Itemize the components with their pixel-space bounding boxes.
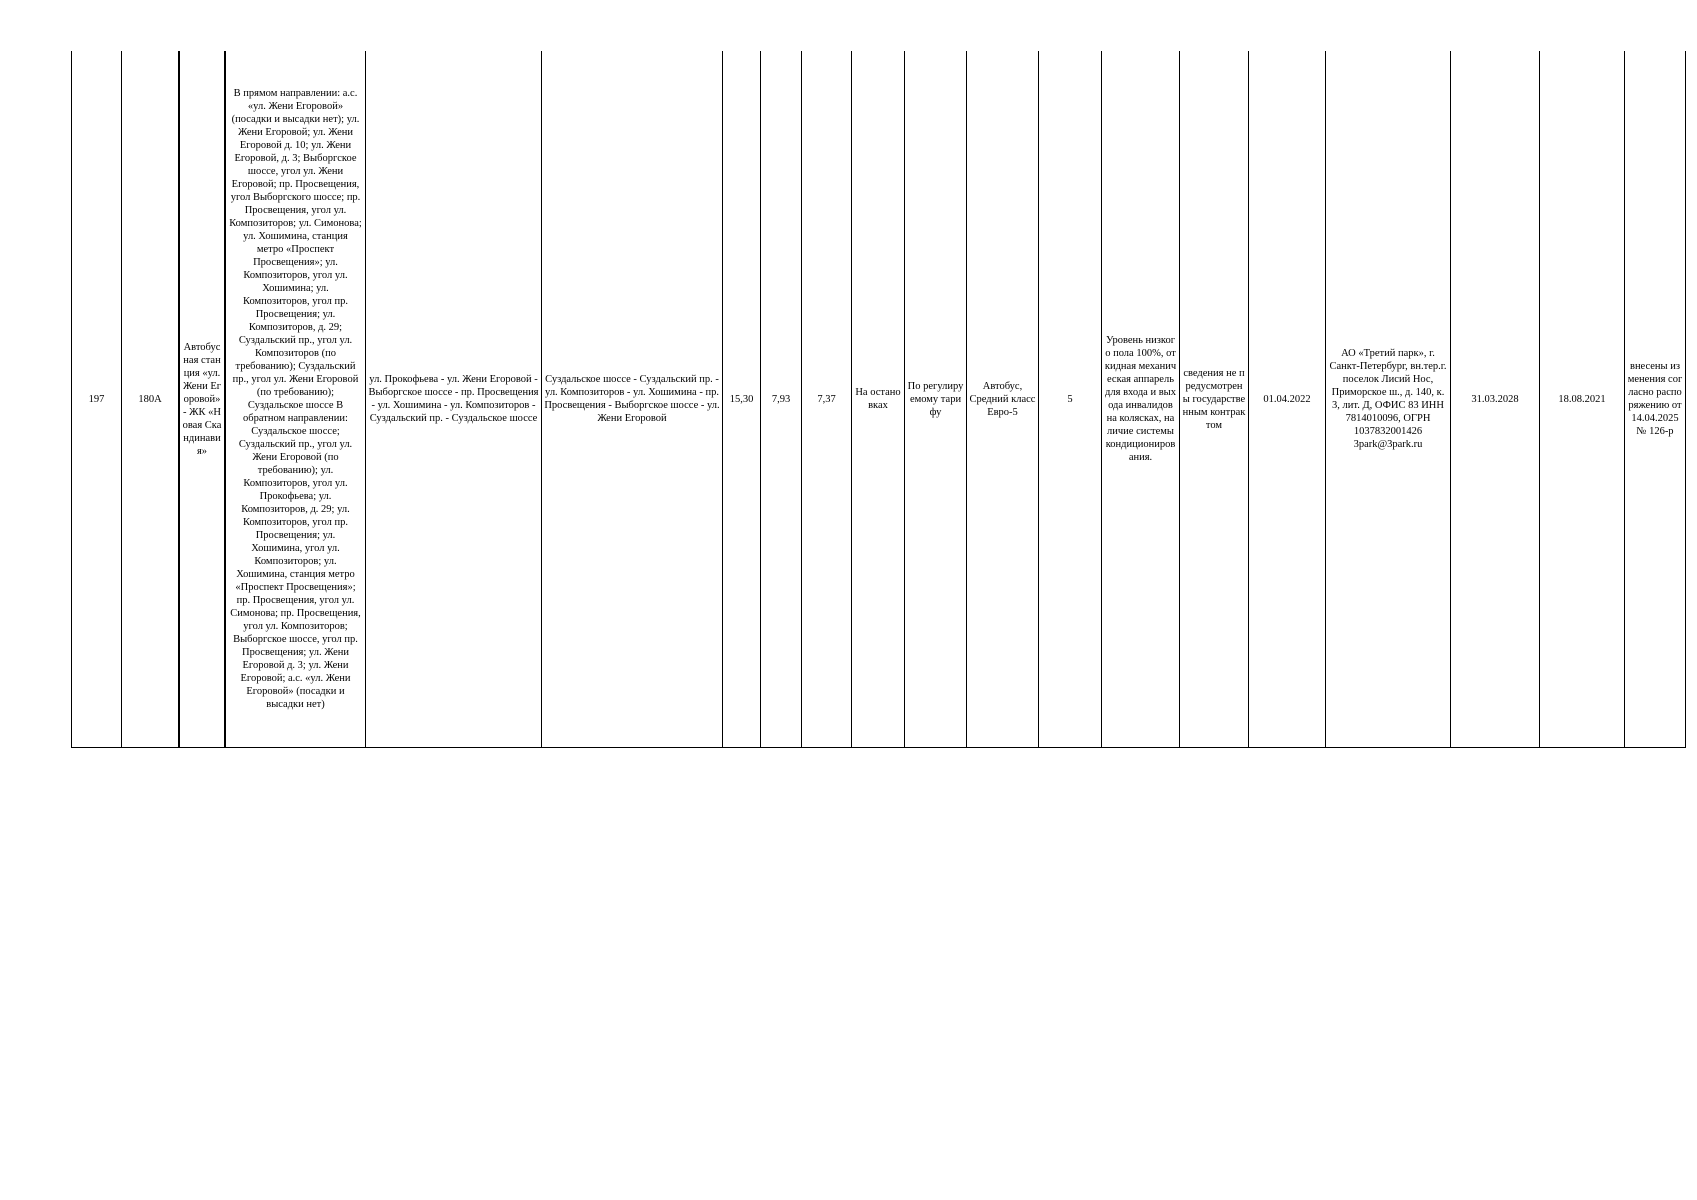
route-register-table (71, 51, 1686, 748)
route-name: Автобусная станция «ул. Жени Егоровой» - ЖК «Новая Скандинавия» (179, 51, 225, 747)
notes: внесены изменения согласно распоряжению от 14.04.2025 № 126-р (1625, 51, 1686, 748)
vehicle-type: Автобус, Средний класс Евро-5 (967, 51, 1039, 748)
length-total: 15,30 (723, 51, 761, 748)
stops-list: В прямом направлении: а.с. «ул. Жени Егоровой» (посадки и высадки нет); ул. Жени Егоровой; ул. Жени Егоровой д. 10; ул. Жени Егоровой, д. 3; Выборгское шоссе, угол ул. Жени Егоровой; пр. Просвещения, угол Выборгского шоссе; пр. Просвещения, угол ул. Композиторов; ул. Симонова; ул. Хошимина, станция метро «Проспект Просвещения»; ул. Композиторов, угол ул. Хошимина; ул. Композиторов, угол пр. Просвещения; ул. Композиторов, д. 29; Суздальский пр., угол ул. Композиторов (по требованию); Суздальский пр., угол ул. Жени Егоровой (по требованию); Суздальское шоссе В обратном направлении: Суздальское шоссе; Суздальский пр., угол ул. Жени Егоровой (по требованию); ул. Композиторов, угол ул. Прокофьева; ул. Композиторов, д. 29; ул. Композиторов, угол пр. Просвещения; ул. Хошимина, угол ул. Композиторов; ул. Хошимина, станция метро «Проспект Просвещения»; пр. Просвещения, угол ул. Симонова; пр. Просвещения, угол ул. Композиторов; Выборгское шоссе, угол пр. Просвещения; ул. Жени Егоровой д. 3; ул. Жени Егоровой; а.с. «ул. Жени Егоровой» (посадки и высадки нет) (226, 51, 366, 748)
route-name-cell (179, 51, 226, 748)
row-number: 197 (72, 51, 122, 748)
streets-forward: ул. Прокофьева - ул. Жени Егоровой - Выборгское шоссе - пр. Просвещения - ул. Хошимина - ул. Композиторов - Суздальский пр. - Суздальское шоссе (366, 51, 542, 748)
table-row (72, 51, 1686, 748)
contract-info: сведения не предусмотрены государственным контрактом (1180, 51, 1249, 748)
carrier-info: АО «Третий парк», г. Санкт-Петербург, вн.тер.г. поселок Лисий Нос, Приморское ш., д. 140, к. 3, лит. Д, ОФИС 83 ИНН 7814010096, ОГРН 1037832001426 3park@3park.ru (1326, 51, 1451, 748)
route-number: 180А (122, 51, 179, 748)
end-date: 31.03.2028 (1451, 51, 1540, 748)
streets-backward: Суздальское шоссе - Суздальский пр. - ул. Композиторов - ул. Хошимина - пр. Просвещения - Выборгское шоссе - ул. Жени Егоровой (542, 51, 723, 748)
length-backward: 7,37 (802, 51, 852, 748)
change-date: 18.08.2021 (1540, 51, 1625, 748)
start-date: 01.04.2022 (1249, 51, 1326, 748)
length-forward: 7,93 (761, 51, 802, 748)
vehicle-features: Уровень низкого пола 100%, откидная механическая аппарель для входа и выхода инвалидов на колясках, наличие системы кондиционирования. (1102, 51, 1180, 748)
boarding-order: На остановках (852, 51, 905, 748)
tariff-type: По регулируемому тарифу (905, 51, 967, 748)
vehicle-count: 5 (1039, 51, 1102, 748)
